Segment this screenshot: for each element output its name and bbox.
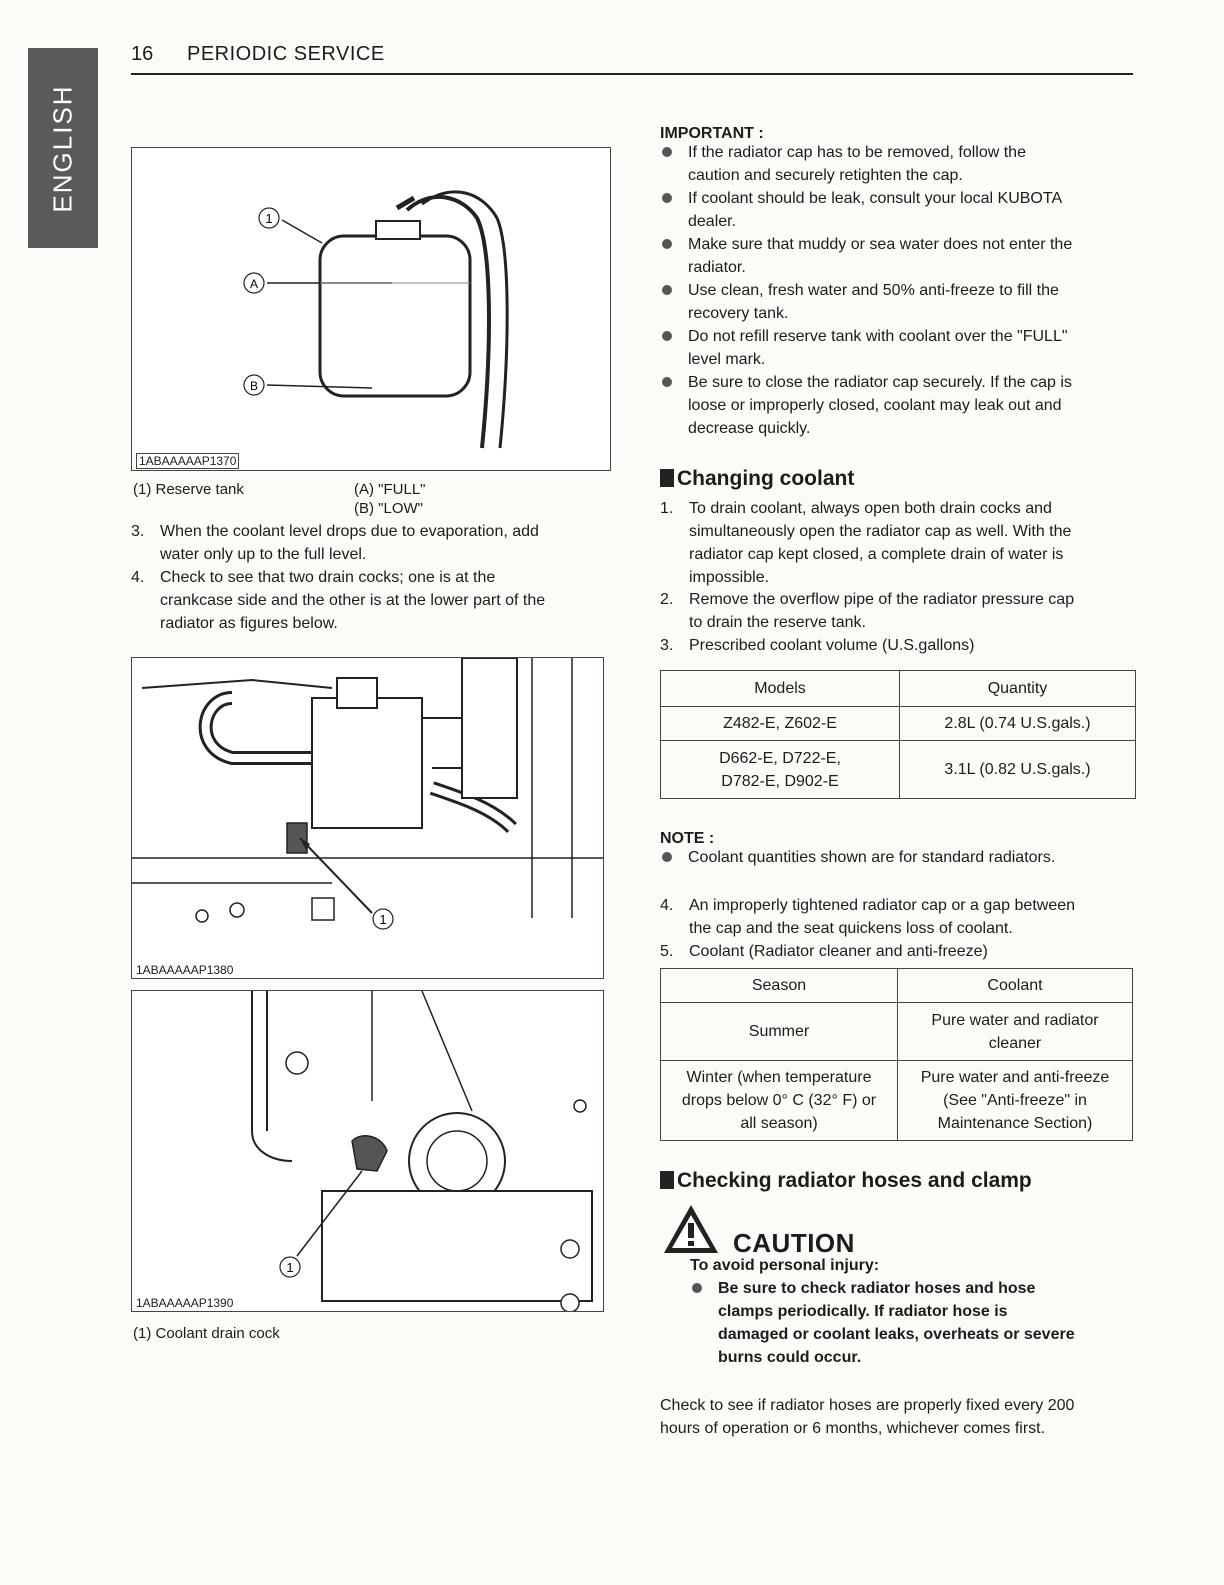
figure-code: 1ABAAAAAP1390 bbox=[136, 1296, 234, 1310]
language-label: ENGLISH bbox=[47, 83, 78, 213]
radiator-drain-cock-figure bbox=[131, 990, 604, 1312]
engine-drain-cock-figure bbox=[131, 657, 604, 979]
note-heading: NOTE : bbox=[660, 830, 715, 847]
table-header: Coolant bbox=[898, 969, 1133, 1003]
reserve-tank-drawing bbox=[132, 148, 610, 470]
radiator-drain-drawing bbox=[132, 991, 603, 1311]
table-header: Season bbox=[661, 969, 898, 1003]
table-header: Models bbox=[661, 671, 900, 707]
table-cell: Summer bbox=[661, 1003, 898, 1061]
section-title: PERIODIC SERVICE bbox=[187, 43, 385, 65]
callout-a: A bbox=[249, 277, 259, 291]
engine-drain-drawing bbox=[132, 658, 603, 978]
table-cell: Pure water and radiator cleaner bbox=[898, 1003, 1133, 1061]
warning-triangle-icon bbox=[662, 1203, 720, 1255]
figure-code: 1ABAAAAAP1380 bbox=[136, 963, 234, 977]
table-cell: Pure water and anti-freeze (See "Anti-freeze" in Maintenance Section) bbox=[898, 1061, 1133, 1141]
table-cell: Winter (when temperature drops below 0° C (32° F) or all season) bbox=[661, 1061, 898, 1141]
callout-1: 1 bbox=[379, 912, 387, 927]
callout-b: B bbox=[249, 379, 259, 393]
caption-full: (A) "FULL" bbox=[354, 481, 426, 498]
page-header bbox=[131, 41, 1133, 75]
table-cell: Z482-E, Z602-E bbox=[661, 707, 900, 741]
callout-1: 1 bbox=[265, 211, 273, 226]
avoid-injury-text: To avoid personal injury: bbox=[690, 1257, 880, 1274]
hoses-heading: Checking radiator hoses and clamp bbox=[660, 1169, 1032, 1193]
figure-code: 1ABAAAAAP1370 bbox=[136, 453, 239, 469]
table-cell: 2.8L (0.74 U.S.gals.) bbox=[900, 707, 1136, 741]
caption-reserve-tank: (1) Reserve tank bbox=[133, 481, 244, 498]
language-side-tab bbox=[28, 48, 98, 248]
caption-low: (B) "LOW" bbox=[354, 500, 423, 517]
table-cell: 3.1L (0.82 U.S.gals.) bbox=[900, 741, 1136, 799]
hoses-body-text: Check to see if radiator hoses are properly fixed every 200 hours of operation or 6 months, whichever comes first. bbox=[660, 1397, 1075, 1437]
caption-drain-cock: (1) Coolant drain cock bbox=[133, 1325, 280, 1342]
coolant-volume-table bbox=[660, 670, 1136, 799]
callout-1: 1 bbox=[286, 1260, 294, 1275]
reserve-tank-figure bbox=[131, 147, 611, 471]
table-cell: D662-E, D722-E, D782-E, D902-E bbox=[661, 741, 900, 799]
changing-coolant-heading: Changing coolant bbox=[660, 467, 854, 491]
page-number: 16 bbox=[131, 43, 154, 65]
coolant-season-table bbox=[660, 968, 1133, 1141]
table-header: Quantity bbox=[900, 671, 1136, 707]
caution-label: CAUTION bbox=[733, 1228, 855, 1258]
important-heading: IMPORTANT : bbox=[660, 125, 764, 142]
